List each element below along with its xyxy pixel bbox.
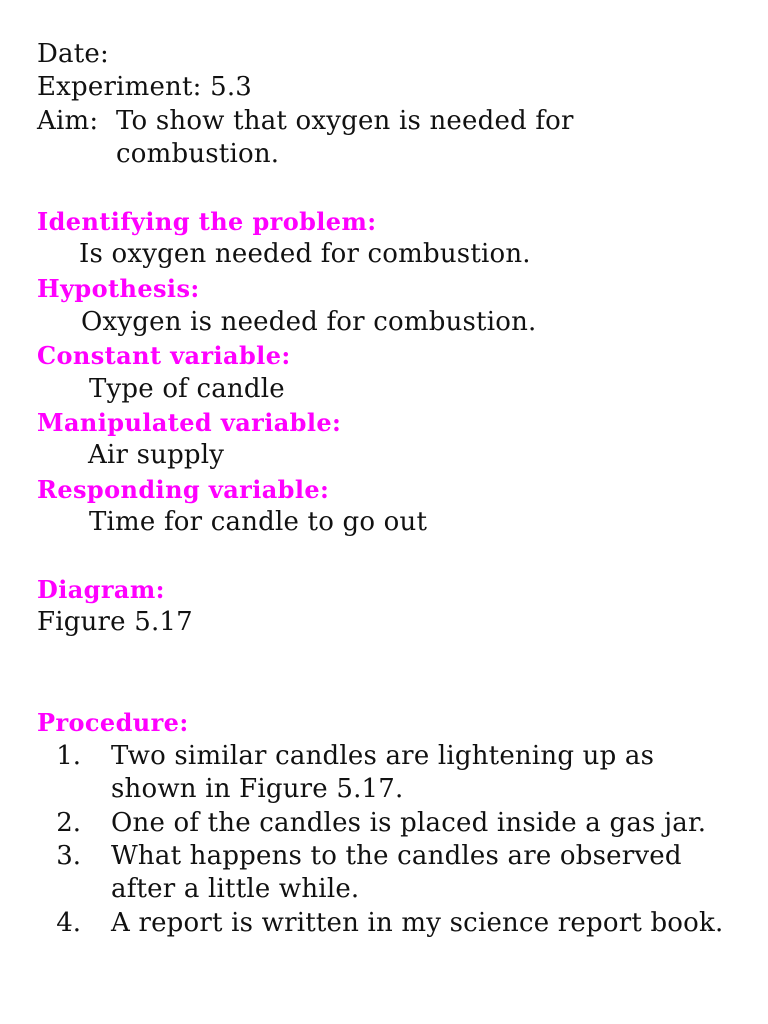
problem-heading: Identifying the problem:	[37, 207, 377, 236]
diagram-heading: Diagram:	[37, 575, 165, 604]
procedure-step-text: One of the candles is placed inside a gas jar.	[111, 808, 707, 838]
procedure-step-text-continued: after a little while.	[111, 874, 360, 904]
procedure-step-text-continued: shown in Figure 5.17.	[111, 774, 404, 804]
constant-variable-text: Type of candle	[89, 374, 285, 404]
procedure-step-text: A report is written in my science report book.	[111, 908, 724, 938]
procedure-step-number: 4.	[56, 908, 81, 938]
responding-variable-heading: Responding variable:	[37, 475, 330, 504]
aim-text-line-1: To show that oxygen is needed for	[116, 106, 574, 136]
procedure-step-number: 2.	[56, 808, 81, 838]
procedure-step-text: What happens to the candles are observed	[111, 841, 682, 871]
aim-text-line-2: combustion.	[116, 139, 280, 169]
procedure-heading: Procedure:	[37, 708, 189, 737]
responding-variable-text: Time for candle to go out	[89, 507, 428, 537]
manipulated-variable-heading: Manipulated variable:	[37, 408, 342, 437]
procedure-step-text: Two similar candles are lightening up as	[111, 741, 655, 771]
diagram-figure-reference: Figure 5.17	[37, 607, 193, 637]
procedure-step-number: 1.	[56, 741, 81, 771]
procedure-step-number: 3.	[56, 841, 81, 871]
date-label: Date:	[37, 39, 109, 69]
hypothesis-heading: Hypothesis:	[37, 274, 200, 303]
hypothesis-text: Oxygen is needed for combustion.	[81, 307, 537, 337]
experiment-number: Experiment: 5.3	[37, 72, 253, 102]
aim-label: Aim:	[37, 106, 99, 136]
problem-text: Is oxygen needed for combustion.	[79, 239, 531, 269]
manipulated-variable-text: Air supply	[88, 440, 225, 470]
constant-variable-heading: Constant variable:	[37, 341, 291, 370]
